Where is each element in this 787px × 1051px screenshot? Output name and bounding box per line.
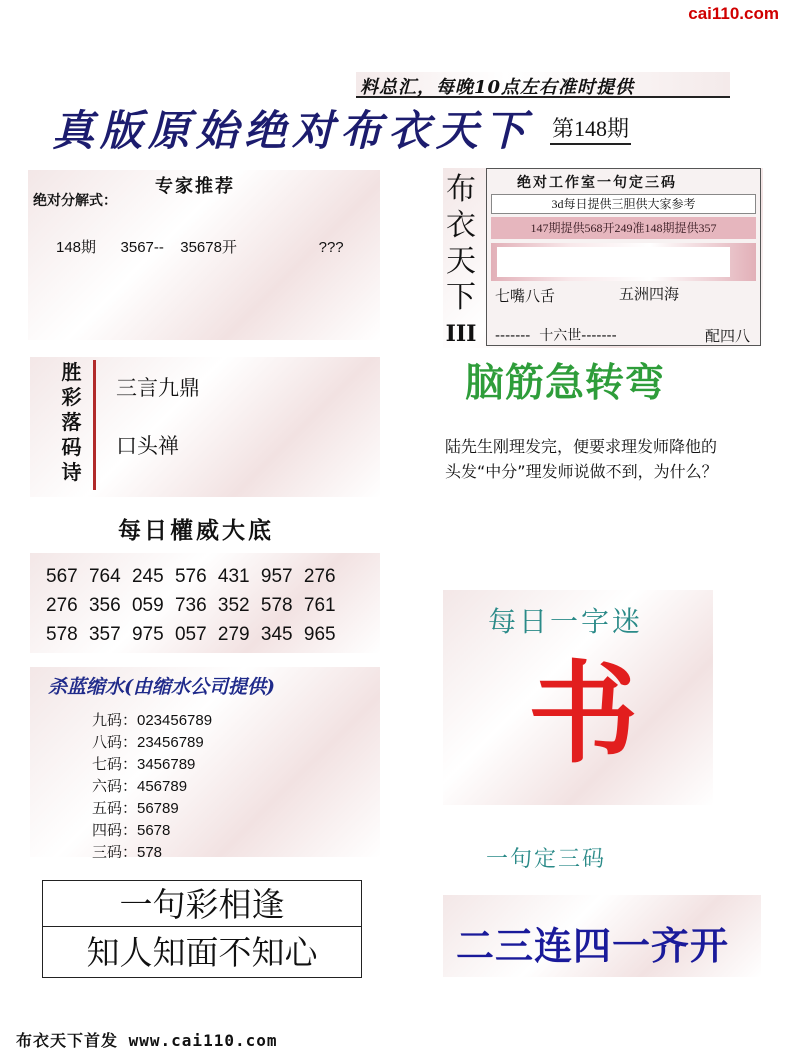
lottery-phrase-title: 一句彩相逢 [43,881,361,927]
riddle-text: 陆先生刚理发完，便要求理发师降他的头发“中分”理发师说做不到，为什么？ [445,437,718,481]
lottery-phrase-box [42,880,362,978]
shrink-row: 八码：23456789 [92,734,204,751]
page-title: 真版原始绝对布衣天下 [52,106,533,155]
studio-phrase: 五洲四海 [619,285,680,303]
shrink-row: 九码：023456789 [92,712,213,729]
poem-line: 三言九鼎 [116,376,200,400]
studio-title: 绝对工作室一句定三码 [517,175,677,191]
number-row: 578 357 975 057 279 345 965 [46,624,336,645]
studio-phrase: 配四八 [705,327,751,345]
studio-dash-line: ------- 十六世------- [495,328,617,344]
word-riddle-title: 每日一字迷 [488,605,644,638]
formula-line: 148期 3567-- 35678开 ??? [56,239,344,256]
footer-text: 布衣天下首发 www.cai110.com [16,1031,278,1050]
formula-label: 绝对分解式： [33,193,117,209]
lottery-phrase-text: 知人知面不知心 [86,933,318,972]
studio-subtitle: 3d每日提供三胆供大家参考 [491,194,756,214]
word-riddle-char: 书 [528,650,638,778]
site-logo[interactable]: cai110.com [688,4,779,23]
poem-side-char: 胜 [61,360,82,384]
studio-side-char: 天 [446,244,476,279]
studio-side-label [443,172,479,352]
poem-side-char: 彩 [61,385,82,409]
studio-info: 147期提供568开249准148期提供357 [491,217,756,239]
shrink-row: 六码：456789 [92,778,188,795]
poem-side-char: 落 [61,410,82,434]
issue-label: 第148期 [550,112,631,145]
shrink-title: 杀蓝缩水(由缩水公司提供) [48,676,275,698]
shrink-row: 三码：578 [92,844,163,858]
number-row: 567 764 245 576 431 957 276 [46,566,336,587]
poem-line: 口头禅 [116,434,179,458]
studio-side-roman: III [445,321,477,347]
top-banner-text: 料总汇，每晚10点左右准时提供 [360,77,635,98]
one-line-title: 一句定三码 [486,847,607,872]
daily-base-title: 每日權威大底 [118,518,274,544]
number-row: 276 356 059 736 352 578 761 [46,595,336,616]
studio-phrase: 七嘴八舌 [495,287,556,305]
studio-panel [486,168,761,346]
shrink-row: 四码：5678 [92,822,171,839]
studio-side-char: 布 [446,172,476,207]
shrink-row: 五码：56789 [92,800,179,817]
top-banner [356,72,730,98]
shrink-row: 七码：3456789 [92,756,196,773]
poem-side-char: 码 [61,435,82,459]
riddle-title: 脑筋急转弯 [465,361,666,406]
studio-side-char: 衣 [446,208,476,243]
poem-side-label [50,360,96,490]
expert-title: 专家推荐 [155,176,235,197]
studio-side-char: 下 [446,280,476,315]
studio-blank-area [491,243,756,281]
poem-side-char: 诗 [61,460,82,484]
one-line-text: 二三连四一齐开 [456,924,730,968]
shrink-list [92,710,312,858]
